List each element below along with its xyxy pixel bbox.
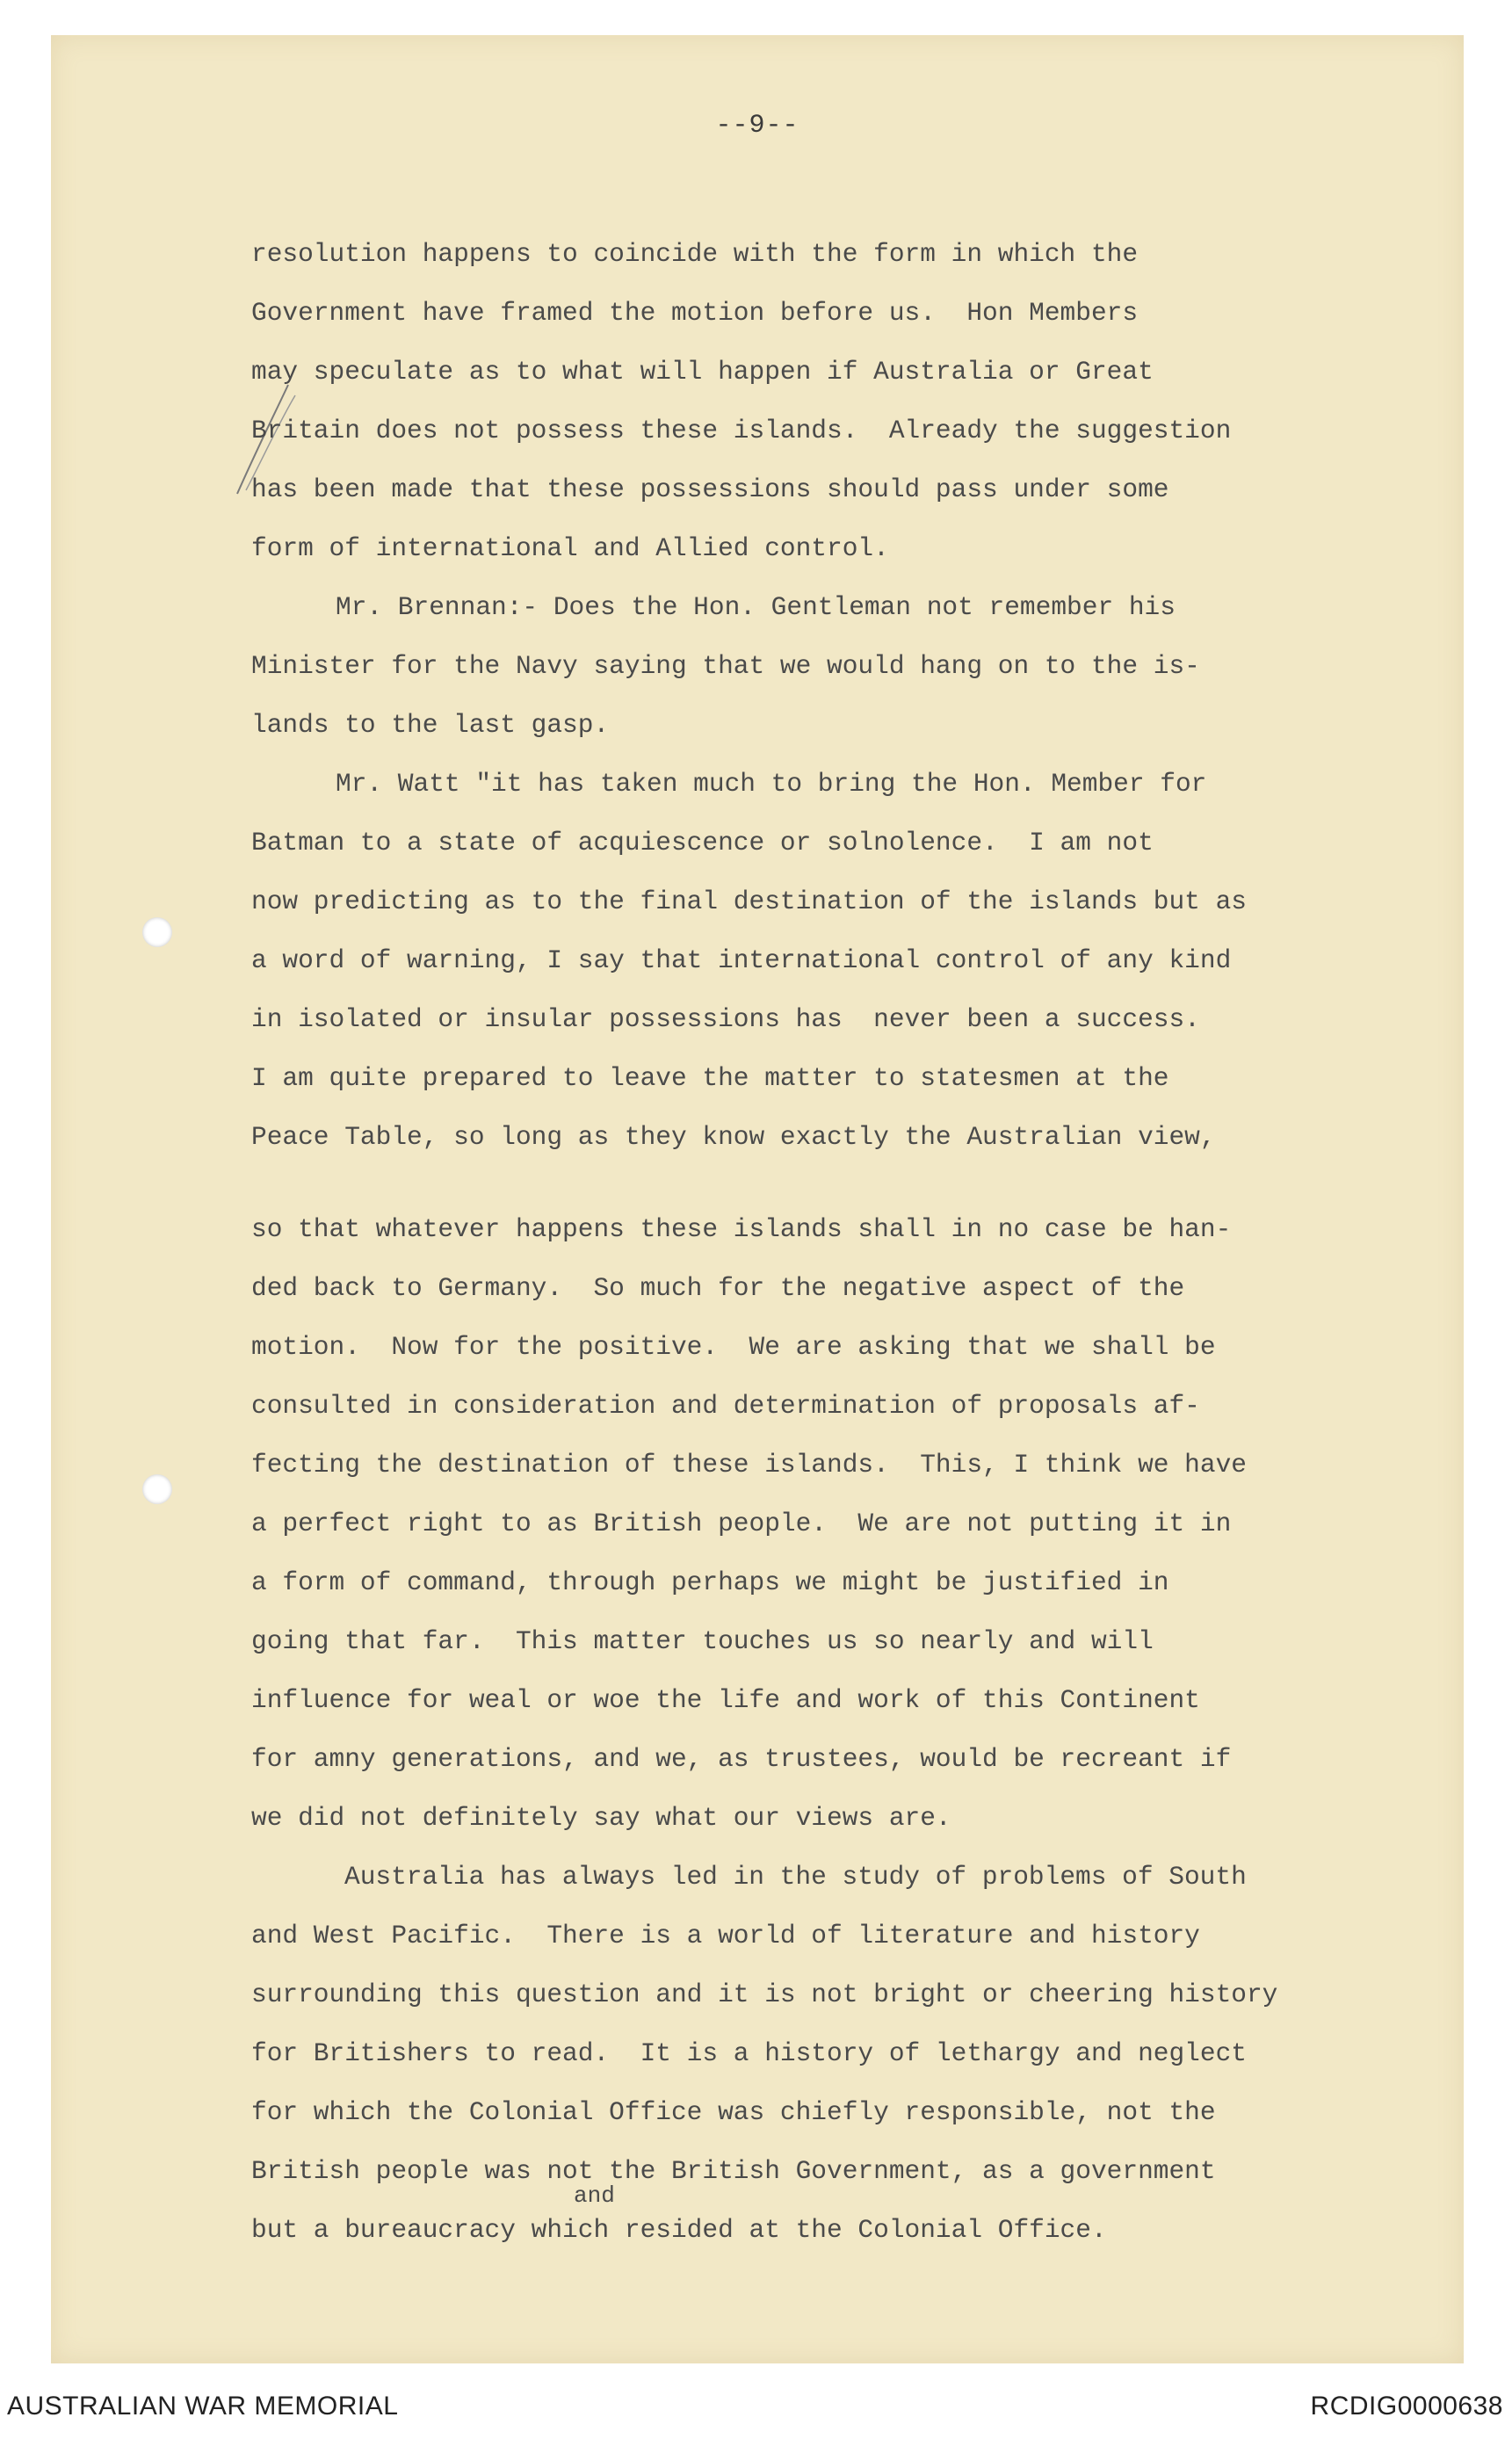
text-line: for amny generations, and we, as trustees, would be recreant if <box>251 1744 1232 1774</box>
text-line: for which the Colonial Office was chiefly responsible, not the <box>251 2097 1216 2127</box>
record-id: RCDIG0000638 <box>1310 2392 1503 2421</box>
text-line: a word of warning, I say that international control of any kind <box>251 945 1232 975</box>
text-line: Mr. Watt "it has taken much to bring the Hon. Member for <box>336 769 1207 799</box>
text-line: has been made that these possessions should pass under some <box>251 474 1169 504</box>
text-line: motion. Now for the positive. We are asking that we shall be <box>251 1332 1216 1362</box>
archive-name: AUSTRALIAN WAR MEMORIAL <box>7 2392 399 2421</box>
text-line: influence for weal or woe the life and work of this Continent <box>251 1685 1200 1715</box>
page-number: --9-- <box>715 111 799 141</box>
text-line: British people was not the British Government, as a government <box>251 2156 1216 2186</box>
text-line: but a bureaucracy which resided at the Colonial Office. <box>251 2215 1107 2245</box>
text-line: Australia has always led in the study of problems of South <box>344 1862 1247 1892</box>
text-line: so that whatever happens these islands shall in no case be han- <box>251 1214 1232 1244</box>
interlinear-insertion: and <box>574 2182 615 2209</box>
text-line: now predicting as to the final destination of the islands but as <box>251 887 1247 916</box>
body-text <box>251 225 1446 2260</box>
text-line: may speculate as to what will happen if Australia or Great <box>251 357 1154 387</box>
text-line: Batman to a state of acquiescence or solnolence. I am not <box>251 828 1154 858</box>
typed-page <box>51 35 1464 2363</box>
punch-hole-icon <box>142 917 172 947</box>
text-line: lands to the last gasp. <box>251 710 610 740</box>
text-line: consulted in consideration and determination of proposals af- <box>251 1391 1200 1421</box>
text-line: in isolated or insular possessions has never been a success. <box>251 1004 1200 1034</box>
text-line: for Britishers to read. It is a history of lethargy and neglect <box>251 2038 1247 2068</box>
text-line: Government have framed the motion before us. Hon Members <box>251 298 1139 328</box>
paper-join-gap <box>251 1167 1446 1200</box>
text-line: Minister for the Navy saying that we would hang on to the is- <box>251 651 1200 681</box>
punch-hole-icon <box>142 1474 172 1504</box>
text-line: resolution happens to coincide with the form in which the <box>251 239 1139 269</box>
text-line: going that far. This matter touches us so nearly and will <box>251 1626 1154 1656</box>
text-line: I am quite prepared to leave the matter to statesmen at the <box>251 1063 1169 1093</box>
text-line: fecting the destination of these islands. This, I think we have <box>251 1450 1247 1480</box>
text-line: ded back to Germany. So much for the negative aspect of the <box>251 1273 1185 1303</box>
text-line: we did not definitely say what our views are. <box>251 1803 951 1833</box>
text-line: a form of command, through perhaps we might be justified in <box>251 1567 1169 1597</box>
text-line: Peace Table, so long as they know exactly the Australian view, <box>251 1122 1216 1152</box>
text-line: a perfect right to as British people. We are not putting it in <box>251 1509 1232 1538</box>
text-line: Mr. Brennan:- Does the Hon. Gentleman not remember his <box>336 592 1176 622</box>
archive-footer <box>0 2392 1512 2427</box>
text-line: form of international and Allied control. <box>251 533 889 563</box>
text-line: Britain does not possess these islands. Already the suggestion <box>251 416 1232 445</box>
text-line: and West Pacific. There is a world of literature and history <box>251 1921 1200 1950</box>
text-line: surrounding this question and it is not bright or cheering history <box>251 1979 1278 2009</box>
